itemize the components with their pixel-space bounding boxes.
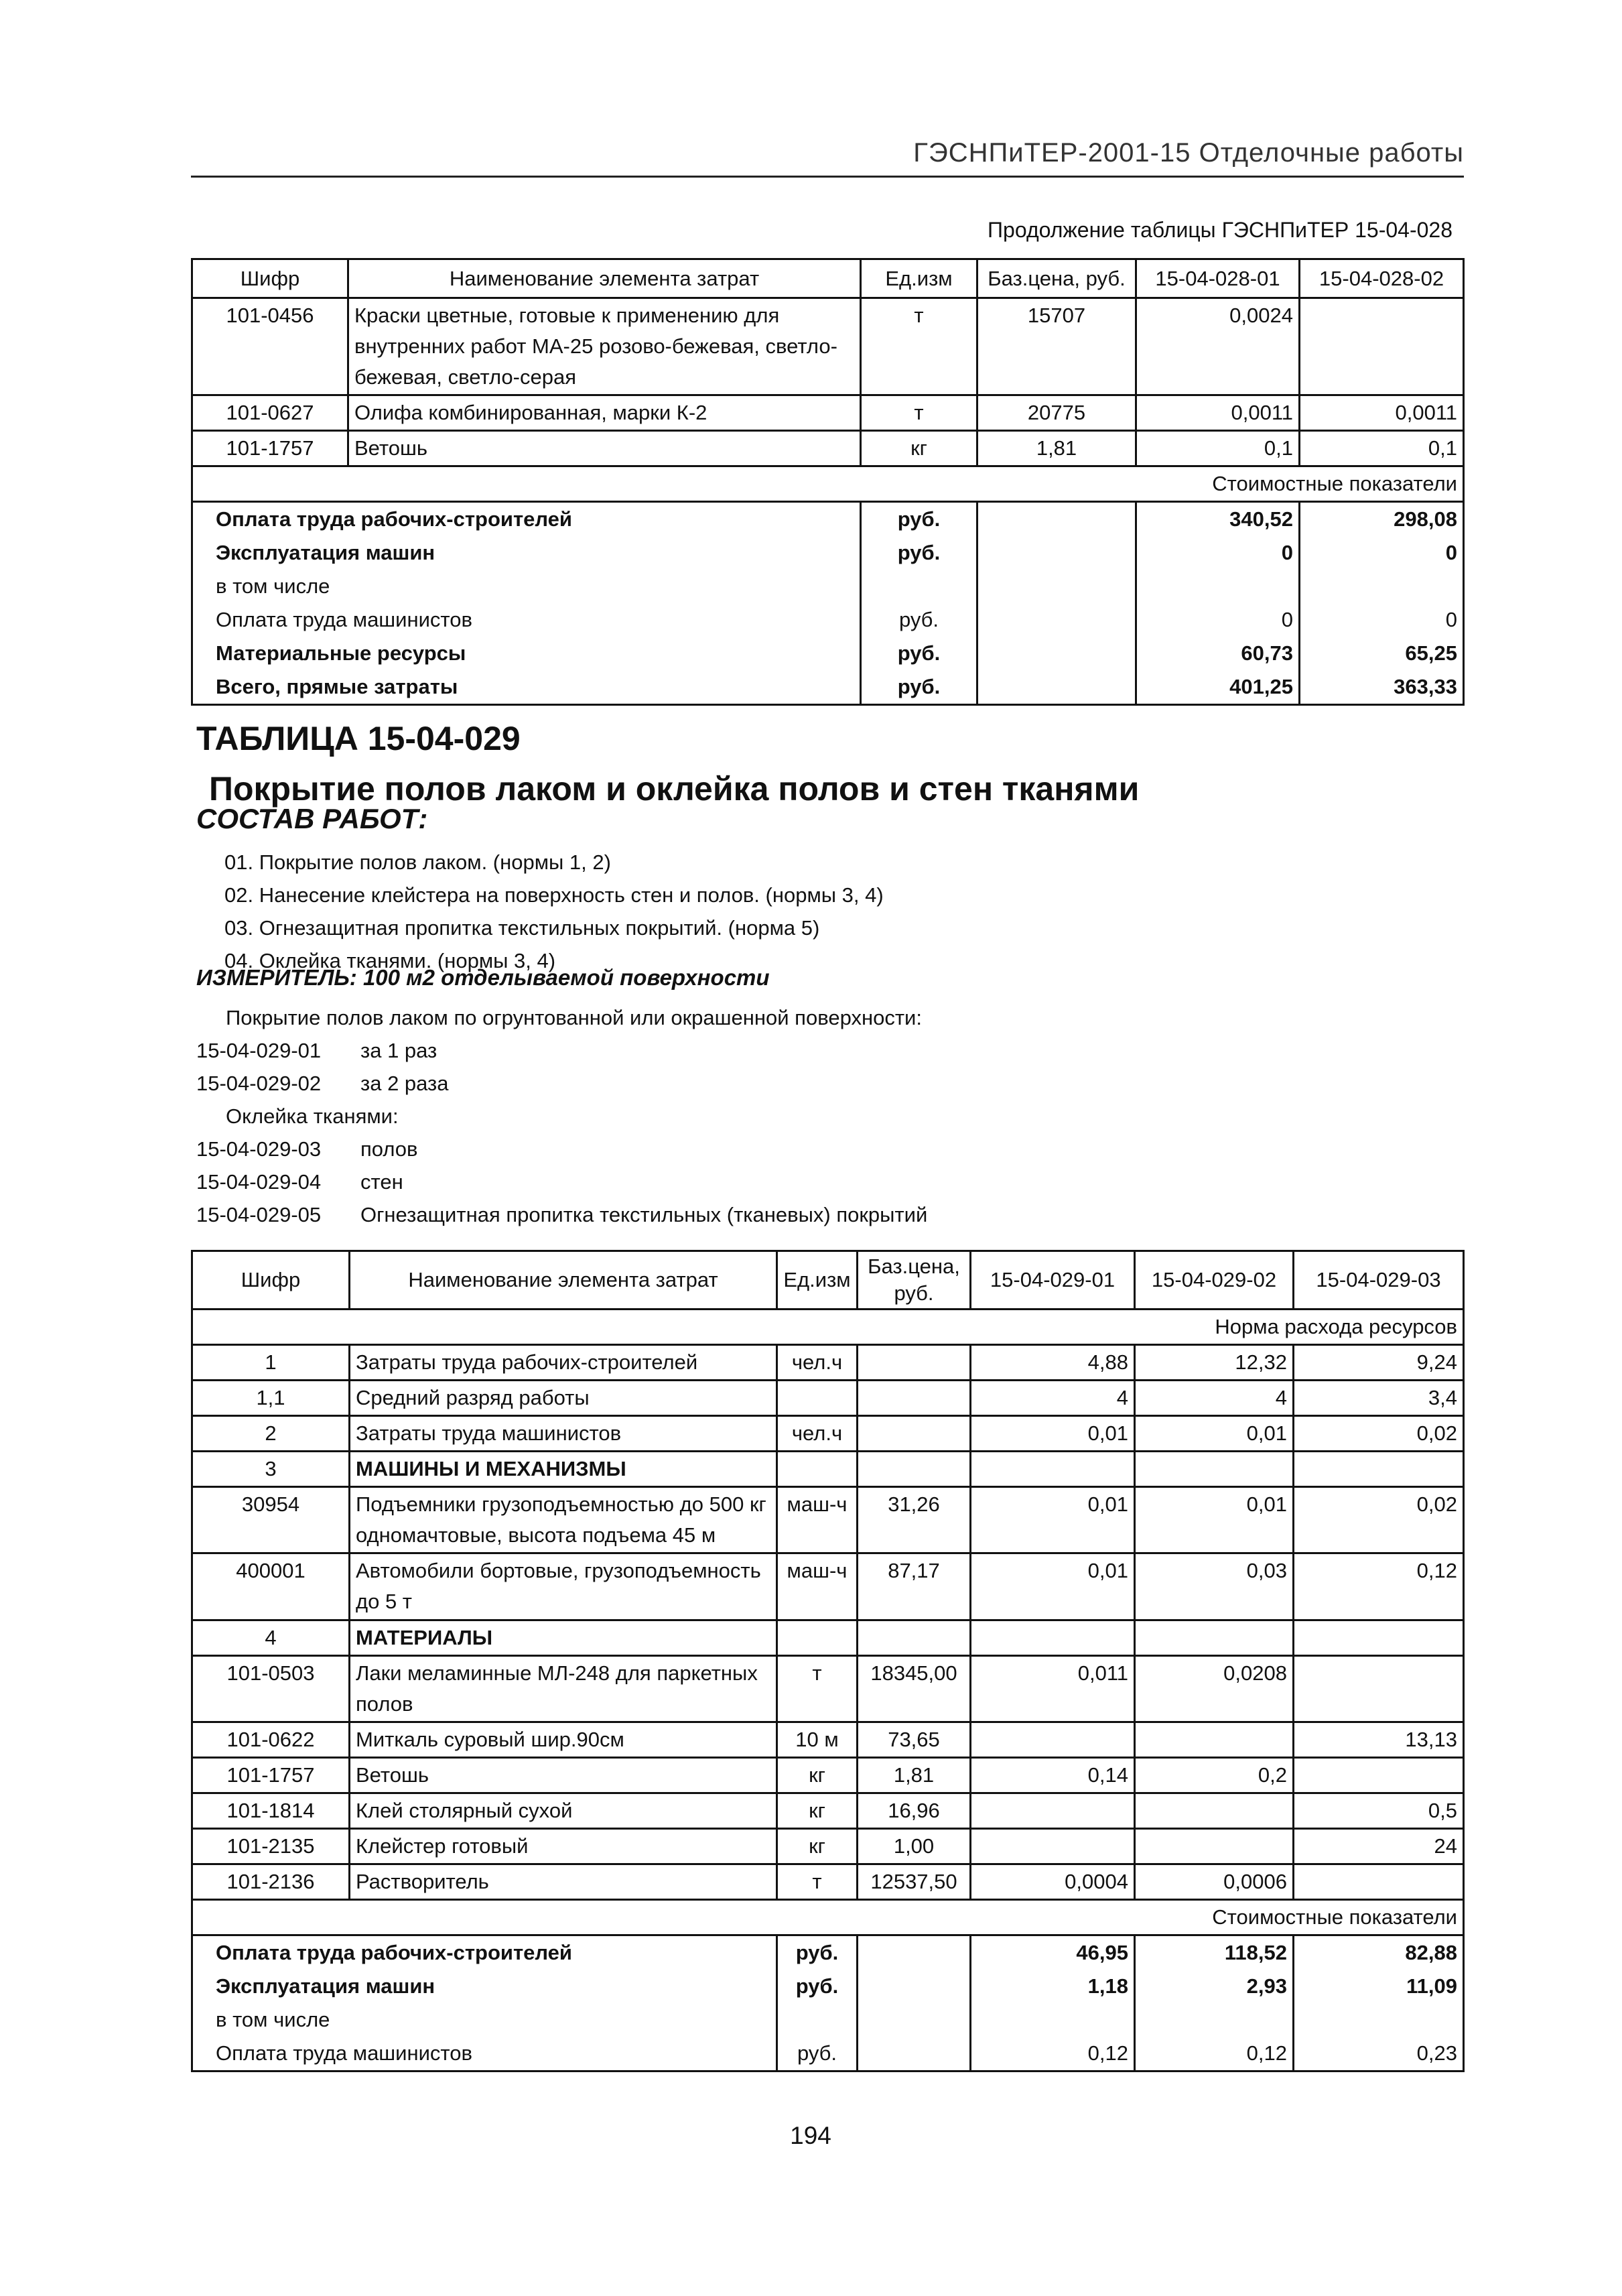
unit: кг — [861, 431, 977, 466]
column-header: Наименование элемента затрат — [350, 1251, 777, 1310]
cost-value: 11,09 — [1294, 1970, 1464, 2003]
table-row — [192, 1758, 1464, 1793]
cost-value: 0,12 — [1135, 2037, 1294, 2071]
base-price — [858, 1345, 971, 1381]
cost-label: Оплата труда рабочих-строителей — [192, 1935, 777, 1970]
work-item: 04. Оклейка тканями. (нормы 3, 4) — [224, 949, 556, 972]
band-row — [192, 1310, 1464, 1345]
cost-value: 0 — [1136, 603, 1300, 637]
group2-list — [196, 1133, 927, 1231]
base-price: 1,00 — [858, 1829, 971, 1864]
table-row — [192, 1864, 1464, 1900]
resource-code: 101-1814 — [192, 1793, 350, 1829]
unit: руб. — [777, 1935, 858, 1970]
costs-table-15-04-029 — [191, 1250, 1465, 2072]
variant-code: 15-04-029-03 — [196, 1137, 322, 1161]
norm-value: 0,12 — [1294, 1553, 1464, 1620]
norm-value: 0,0004 — [971, 1864, 1135, 1900]
unit: чел.ч — [777, 1345, 858, 1381]
resource-name: Затраты труда рабочих-строителей — [350, 1345, 777, 1381]
band-row — [192, 466, 1464, 502]
cost-value: 2,93 — [1135, 1970, 1294, 2003]
norm-value: 0,0011 — [1136, 395, 1300, 431]
empty-cell — [977, 502, 1136, 537]
unit: руб. — [777, 2037, 858, 2071]
unit — [861, 570, 977, 603]
norm-value — [1300, 298, 1464, 395]
cost-value — [1300, 570, 1464, 603]
column-header: 15-04-028-02 — [1300, 259, 1464, 298]
norm-value: 24 — [1294, 1829, 1464, 1864]
unit: т — [861, 298, 977, 395]
cost-value: 60,73 — [1136, 637, 1300, 670]
base-price — [858, 1416, 971, 1452]
cost-row — [192, 603, 1464, 637]
work-item: 01. Покрытие полов лаком. (нормы 1, 2) — [224, 850, 611, 874]
resource-name: Ветошь — [350, 1758, 777, 1793]
resource-code: 30954 — [192, 1487, 350, 1553]
norm-value — [1294, 1452, 1464, 1487]
norm-value — [1294, 1656, 1464, 1722]
norm-value: 0,011 — [971, 1656, 1135, 1722]
resource-code: 101-0503 — [192, 1656, 350, 1722]
unit — [777, 1620, 858, 1656]
cost-row — [192, 2003, 1464, 2037]
variant-item — [196, 1165, 927, 1198]
empty-cell — [977, 670, 1136, 705]
resource-name: Краски цветные, готовые к применению для внутренних работ МА-25 розово-бежевая, светло-бежевая, светло-серая — [348, 298, 861, 395]
norm-value: 0,01 — [971, 1553, 1135, 1620]
base-price — [858, 1620, 971, 1656]
table-row — [192, 1793, 1464, 1829]
cost-value — [1294, 2003, 1464, 2037]
resource-name: МАШИНЫ И МЕХАНИЗМЫ — [350, 1452, 777, 1487]
cost-value — [971, 2003, 1135, 2037]
variant-item — [196, 1034, 449, 1067]
work-list — [224, 846, 884, 977]
variant-code: 15-04-029-02 — [196, 1072, 322, 1095]
page-header — [191, 134, 1464, 178]
work-item: 03. Огнезащитная пропитка текстильных покрытий. (норма 5) — [224, 916, 820, 940]
empty-cell — [977, 603, 1136, 637]
table-row — [192, 1553, 1464, 1620]
norm-value — [1294, 1864, 1464, 1900]
table-header-row — [192, 1251, 1464, 1310]
variant-text: за 1 раз — [360, 1039, 437, 1062]
cost-label: в том числе — [192, 570, 861, 603]
norm-value — [1135, 1620, 1294, 1656]
unit: руб. — [861, 603, 977, 637]
unit: т — [861, 395, 977, 431]
resource-name: Лаки меламинные МЛ-248 для паркетных полов — [350, 1656, 777, 1722]
table-row — [192, 1381, 1464, 1416]
resource-name: МАТЕРИАЛЫ — [350, 1620, 777, 1656]
base-price: 1,81 — [858, 1758, 971, 1793]
cost-row — [192, 1935, 1464, 1970]
norm-value — [1135, 1829, 1294, 1864]
cost-value: 118,52 — [1135, 1935, 1294, 1970]
variant-text: Огнезащитная пропитка текстильных (тканевых) покрытий — [360, 1203, 928, 1226]
group1-list — [196, 1034, 449, 1100]
cost-value: 0,23 — [1294, 2037, 1464, 2071]
column-header: Ед.изм — [861, 259, 977, 298]
column-header: 15-04-029-01 — [971, 1251, 1135, 1310]
resource-code: 4 — [192, 1620, 350, 1656]
band-label: Норма расхода ресурсов — [192, 1310, 1464, 1345]
resource-code: 3 — [192, 1452, 350, 1487]
norm-value — [971, 1620, 1135, 1656]
cost-label: Оплата труда рабочих-строителей — [192, 502, 861, 537]
norm-value: 4,88 — [971, 1345, 1135, 1381]
unit — [777, 1381, 858, 1416]
column-header: Баз.цена, руб. — [977, 259, 1136, 298]
norm-value: 0,02 — [1294, 1416, 1464, 1452]
cost-row — [192, 570, 1464, 603]
base-price: 15707 — [977, 298, 1136, 395]
table-row — [192, 1722, 1464, 1758]
unit — [777, 2003, 858, 2037]
norm-value — [971, 1452, 1135, 1487]
empty-cell — [858, 2037, 971, 2071]
cost-label: Материальные ресурсы — [192, 637, 861, 670]
resource-code: 1,1 — [192, 1381, 350, 1416]
cost-value: 0,12 — [971, 2037, 1135, 2071]
cost-label: Оплата труда машинистов — [192, 2037, 777, 2071]
cost-value: 65,25 — [1300, 637, 1464, 670]
section-subtitle: Покрытие полов лаком и оклейка полов и стен тканями — [209, 770, 1140, 808]
page-number: 194 — [790, 2122, 831, 2149]
cost-value: 0 — [1300, 536, 1464, 570]
table-row — [192, 1416, 1464, 1452]
empty-cell — [977, 570, 1136, 603]
norm-value — [971, 1793, 1135, 1829]
table-row — [192, 431, 1464, 466]
norm-value: 0,03 — [1135, 1553, 1294, 1620]
base-price: 87,17 — [858, 1553, 971, 1620]
norm-value: 0,1 — [1300, 431, 1464, 466]
table-row — [192, 1829, 1464, 1864]
cost-value: 1,18 — [971, 1970, 1135, 2003]
norm-value: 0,14 — [971, 1758, 1135, 1793]
group2-title: Оклейка тканями: — [226, 1104, 399, 1128]
norm-value: 0,01 — [971, 1487, 1135, 1553]
variant-item — [196, 1067, 449, 1100]
column-header: 15-04-029-02 — [1135, 1251, 1294, 1310]
cost-value: 298,08 — [1300, 502, 1464, 537]
table-row — [192, 1620, 1464, 1656]
unit: чел.ч — [777, 1416, 858, 1452]
empty-cell — [858, 1970, 971, 2003]
variant-text: полов — [360, 1137, 418, 1161]
cost-label: Оплата труда машинистов — [192, 603, 861, 637]
work-item: 02. Нанесение клейстера на поверхность стен и полов. (нормы 3, 4) — [224, 883, 884, 907]
table-row — [192, 1345, 1464, 1381]
norm-value — [1135, 1452, 1294, 1487]
resource-code: 101-0456 — [192, 298, 348, 395]
resource-code: 101-1757 — [192, 1758, 350, 1793]
norm-value: 0,01 — [1135, 1416, 1294, 1452]
column-header: Ед.изм — [777, 1251, 858, 1310]
resource-name: Растворитель — [350, 1864, 777, 1900]
section-title: ТАБЛИЦА 15-04-029 — [196, 720, 521, 757]
unit: кг — [777, 1829, 858, 1864]
cost-value: 340,52 — [1136, 502, 1300, 537]
norm-value: 0,0208 — [1135, 1656, 1294, 1722]
variant-code: 15-04-029-05 — [196, 1203, 322, 1226]
resource-code: 1 — [192, 1345, 350, 1381]
variant-text: за 2 раза — [360, 1072, 449, 1095]
unit: 10 м — [777, 1722, 858, 1758]
norm-value: 0,2 — [1135, 1758, 1294, 1793]
base-price — [858, 1452, 971, 1487]
column-header: Шифр — [192, 1251, 350, 1310]
norm-value: 0,0024 — [1136, 298, 1300, 395]
norm-value: 0,0006 — [1135, 1864, 1294, 1900]
composition-label: СОСТАВ РАБОТ: — [196, 803, 428, 834]
resource-code: 2 — [192, 1416, 350, 1452]
cost-row — [192, 502, 1464, 537]
cost-row — [192, 536, 1464, 570]
band-label: Стоимостные показатели — [192, 466, 1464, 502]
base-price: 20775 — [977, 395, 1136, 431]
resource-name: Ветошь — [348, 431, 861, 466]
base-price: 31,26 — [858, 1487, 971, 1553]
empty-cell — [977, 637, 1136, 670]
cost-row — [192, 637, 1464, 670]
norm-value — [1135, 1722, 1294, 1758]
unit: т — [777, 1864, 858, 1900]
norm-value: 0,01 — [971, 1416, 1135, 1452]
unit: кг — [777, 1758, 858, 1793]
variant-item — [196, 1198, 927, 1231]
meter-value: : 100 м2 отделываемой поверхности — [349, 965, 770, 990]
table-row — [192, 1452, 1464, 1487]
resource-code: 101-0627 — [192, 395, 348, 431]
resource-code: 101-1757 — [192, 431, 348, 466]
costs-table-15-04-028 — [191, 258, 1465, 706]
band-row — [192, 1900, 1464, 1935]
cost-row — [192, 1970, 1464, 2003]
empty-cell — [858, 1935, 971, 1970]
unit — [777, 1452, 858, 1487]
unit: кг — [777, 1793, 858, 1829]
empty-cell — [977, 536, 1136, 570]
table-header-row — [192, 259, 1464, 298]
resource-name: Клей столярный сухой — [350, 1793, 777, 1829]
norm-value: 13,13 — [1294, 1722, 1464, 1758]
resource-name: Затраты труда машинистов — [350, 1416, 777, 1452]
norm-value: 3,4 — [1294, 1381, 1464, 1416]
norm-value: 4 — [971, 1381, 1135, 1416]
norm-value: 9,24 — [1294, 1345, 1464, 1381]
column-header: Шифр — [192, 259, 348, 298]
norm-value: 12,32 — [1135, 1345, 1294, 1381]
resource-name: Средний разряд работы — [350, 1381, 777, 1416]
unit: маш-ч — [777, 1553, 858, 1620]
base-price — [858, 1381, 971, 1416]
column-header: 15-04-028-01 — [1136, 259, 1300, 298]
cost-row — [192, 670, 1464, 705]
header-title: ГЭСНПиТЕР-2001-15 Отделочные работы — [913, 138, 1464, 168]
table-row — [192, 1487, 1464, 1553]
norm-value — [1294, 1620, 1464, 1656]
norm-value: 0,1 — [1136, 431, 1300, 466]
table-row — [192, 298, 1464, 395]
norm-value: 0,02 — [1294, 1487, 1464, 1553]
norm-value: 0,0011 — [1300, 395, 1464, 431]
variant-text: стен — [360, 1170, 403, 1194]
base-price: 1,81 — [977, 431, 1136, 466]
cost-value: 363,33 — [1300, 670, 1464, 705]
unit: маш-ч — [777, 1487, 858, 1553]
cost-value: 0 — [1136, 536, 1300, 570]
base-price: 12537,50 — [858, 1864, 971, 1900]
unit: руб. — [777, 1970, 858, 2003]
cost-label: Эксплуатация машин — [192, 536, 861, 570]
base-price: 18345,00 — [858, 1656, 971, 1722]
variant-code: 15-04-029-01 — [196, 1039, 322, 1062]
table-row — [192, 395, 1464, 431]
unit: руб. — [861, 536, 977, 570]
norm-value — [1135, 1793, 1294, 1829]
variant-code: 15-04-029-04 — [196, 1170, 322, 1194]
cost-label: в том числе — [192, 2003, 777, 2037]
resource-code: 101-2135 — [192, 1829, 350, 1864]
variant-item — [196, 1133, 927, 1165]
resource-name: Автомобили бортовые, грузоподъемность до 5 т — [350, 1553, 777, 1620]
resource-code: 400001 — [192, 1553, 350, 1620]
norm-value — [971, 1722, 1135, 1758]
norm-value: 4 — [1135, 1381, 1294, 1416]
norm-value: 0,5 — [1294, 1793, 1464, 1829]
meter-label: ИЗМЕРИТЕЛЬ — [196, 965, 350, 990]
resource-code: 101-0622 — [192, 1722, 350, 1758]
cost-label: Эксплуатация машин — [192, 1970, 777, 2003]
table-row — [192, 1656, 1464, 1722]
band-label: Стоимостные показатели — [192, 1900, 1464, 1935]
resource-code: 101-2136 — [192, 1864, 350, 1900]
group1-title: Покрытие полов лаком по огрунтованной или окрашенной поверхности: — [226, 1006, 922, 1029]
norm-value — [971, 1829, 1135, 1864]
cost-label: Всего, прямые затраты — [192, 670, 861, 705]
resource-name: Миткаль суровый шир.90см — [350, 1722, 777, 1758]
unit: т — [777, 1656, 858, 1722]
resource-name: Подъемники грузоподъемностью до 500 кг одномачтовые, высота подъема 45 м — [350, 1487, 777, 1553]
column-header: Баз.цена, руб. — [858, 1251, 971, 1310]
norm-value — [1294, 1758, 1464, 1793]
column-header: Наименование элемента затрат — [348, 259, 861, 298]
resource-name: Клейстер готовый — [350, 1829, 777, 1864]
cost-value: 82,88 — [1294, 1935, 1464, 1970]
resource-name: Олифа комбинированная, марки К-2 — [348, 395, 861, 431]
base-price: 73,65 — [858, 1722, 971, 1758]
cost-row — [192, 2037, 1464, 2071]
unit: руб. — [861, 502, 977, 537]
cost-value: 401,25 — [1136, 670, 1300, 705]
cost-value — [1135, 2003, 1294, 2037]
cost-value — [1136, 570, 1300, 603]
unit: руб. — [861, 637, 977, 670]
norm-value: 0,01 — [1135, 1487, 1294, 1553]
column-header: 15-04-029-03 — [1294, 1251, 1464, 1310]
empty-cell — [858, 2003, 971, 2037]
table1-caption: Продолжение таблицы ГЭСНПиТЕР 15-04-028 — [988, 218, 1452, 242]
base-price: 16,96 — [858, 1793, 971, 1829]
cost-value: 0 — [1300, 603, 1464, 637]
meter-line — [196, 965, 770, 991]
unit: руб. — [861, 670, 977, 705]
cost-value: 46,95 — [971, 1935, 1135, 1970]
